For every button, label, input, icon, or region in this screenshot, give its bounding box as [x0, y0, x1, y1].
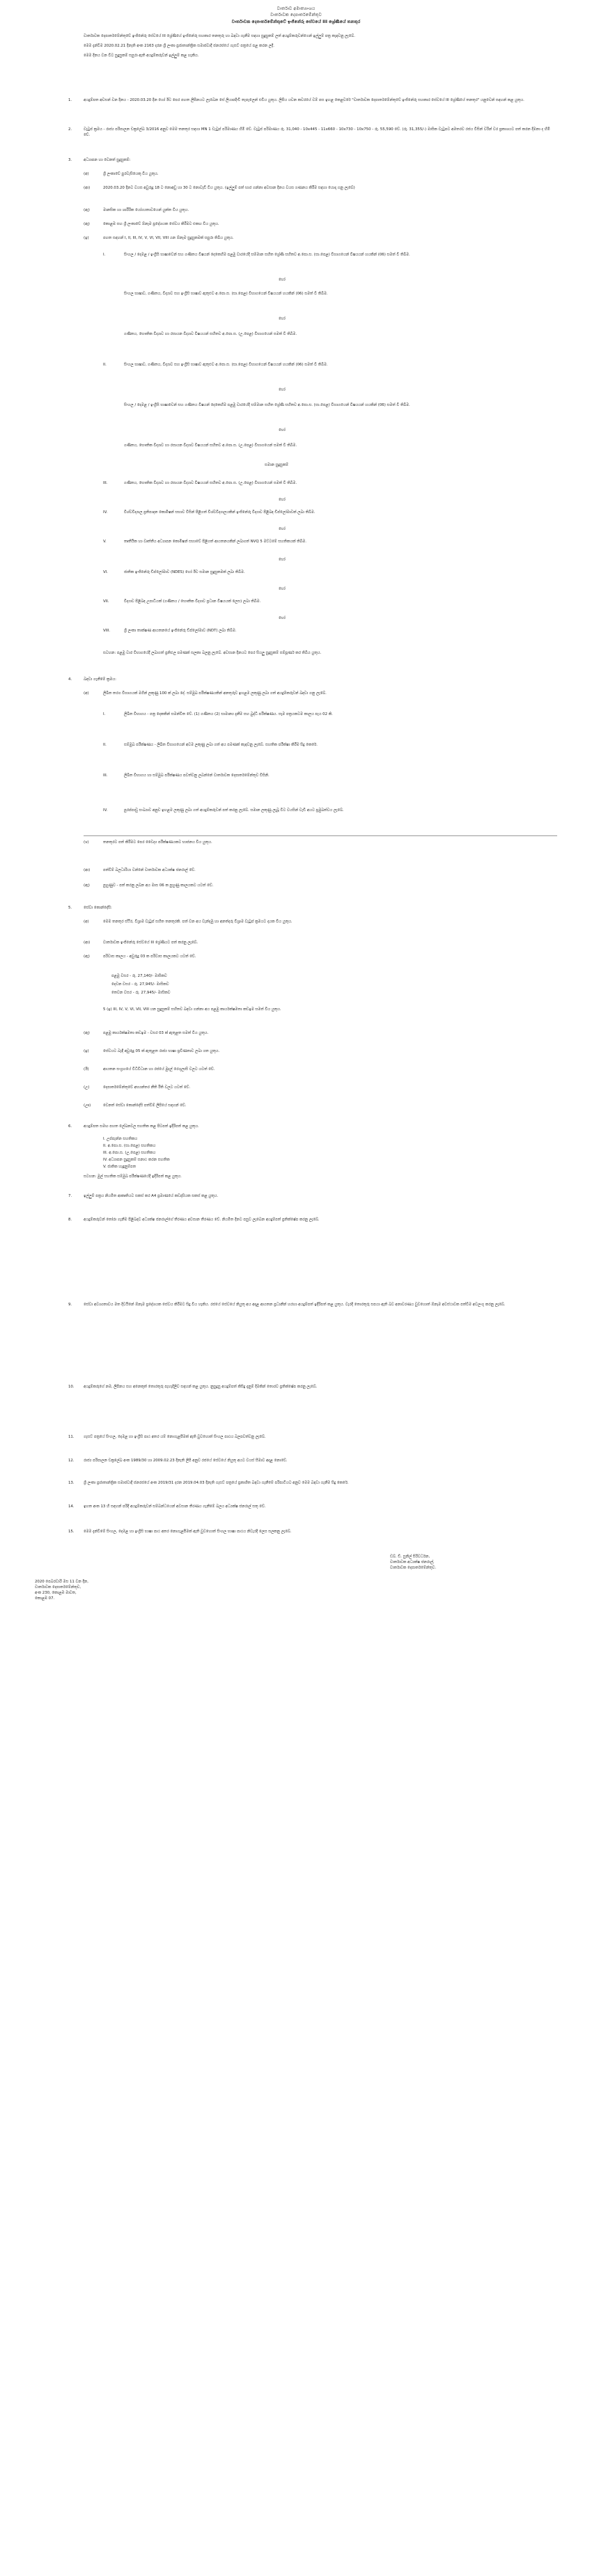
item-key: (ඉ) [84, 236, 89, 240]
doc-item: II. අ.පො.ස. (සා.පෙළ) සහතිකය [103, 1144, 156, 1148]
also-label: සමාන සුදුසුකම් [265, 463, 289, 467]
doc-item: I. උප්පැන්න සහතිකය [103, 1137, 138, 1141]
doc-item: III. අ.පො.ස. (උ.පෙළ) සහතිකය [103, 1151, 156, 1155]
section-number: 8. [68, 1218, 72, 1222]
item-text: කොළඹ සහ ශ්‍රී ලංකාවේ ඕනෑම ප්‍රදේශයක සේවය කිරීමට එකඟ විය යුතුය. [103, 222, 219, 226]
section-1-text: අයදුම්පත අවසන් වන දිනය - 2020.03.20 දින හෝ ඊට පෙර පහත ලිපිනයට ලැබෙන සේ ලියාපදිංචි තැපෑලෙන් එවිය යුතුය. ලිපිය යවන කවරයේ වම් පස ඉහළ කෙළවරේ "වාර්තාවක දෙපාර්තමේන්තුවේ ඉංජිනේරු සහකාර සේවයේ III ශ්‍රේණියේ තනතුර" යනුවෙන් සඳහන් කළ යුතුය. [84, 98, 524, 102]
section-6-note: සටහන: මුල් සහතික සම්මුඛ පරීක්ෂණයේදී ඉදිරිපත් කළ යුතුය. [84, 1175, 182, 1179]
item-key: (අ) [84, 172, 89, 176]
intro-para: මෙම දිනය වන විට සුදුසුකම් සපුරා ඇති අයදුම්කරුවන් ඉල්ලුම් කළ හැකිය. [84, 54, 199, 58]
section-number: 3. [68, 158, 72, 162]
roman-text: ශ්‍රී ලංකා තාක්ෂණ ආයතනයේ ඉංජිනේරු ඩිප්ලෝමාව (NDT) ලබා තිබීම. [124, 629, 237, 633]
roman-key: IV. [103, 808, 108, 812]
footer-line: වාර්තාවක දෙපාර්තමේන්තුව, [35, 1585, 81, 1590]
section-number: 12. [68, 1459, 75, 1463]
section-2-text: වැටුප් ක්‍රමය - රාජ්‍ය පරිපාලන චක්‍රලේඛ 3/2016 අනුව මෙම තනතුර සඳහා MN 1 වැටුප් පරිමාණය හිමි වේ. වැටුප් පරිමාණය රු. 31,040 - 10x445 - 11x660 - 10x730 - 10x750 - රු. 55,590 වේ. (රු. 31,355/-) මාසික වැටුපට අමතරව රජය විසින් වරින් වර ප්‍රකාශයට පත් කරන දීමනා ද හිමි වේ. [84, 127, 550, 138]
section-4-title: බඳවා ගැනීමේ ක්‍රමය: [84, 677, 116, 682]
roman-text: සිංහල භාෂාව, ගණිතය, විද්‍යාව සහ ඉංග්‍රීසි භාෂාව ඇතුළුව අ.පො.ස. (සා.පෙළ) විභාගයෙන් විෂයයන් හයකින් (06) සමත් වී තිබීම. [124, 292, 328, 296]
item-key: (ආ) [84, 868, 91, 872]
or-word: හෝ [279, 527, 286, 531]
department-title: වාර්තාවක දෙපාර්තමේන්තුව [270, 13, 322, 18]
roman-text: සිංහල / දෙමළ / ඉංග්‍රීසි භාෂාවෙන් සහ ගණිතය විෂයන් දෙකෙහිම පළමු වාරයේදී සම්මාන සහිත ශ්‍රේණි සහිතව අ.පො.ස. (සා.පෙළ) විභාගයෙන් විෂයයන් හයකින් (06) සමත් වී තිබීම. [124, 253, 410, 257]
signatory-role: වාර්තාවක අධ්‍යක්ෂ ජනරාල්, [390, 1560, 435, 1565]
section-9-text: සේවා අවශ්‍යතාවය මත දිවයිනේ ඕනෑම ප්‍රදේශයක සේවය කිරීමට සිදු විය හැකිය. රජයේ සේවයේ නියුතු අය අදාළ ආයතන ප්‍රධානීන් හරහා අයදුම්පත් ඉදිරිපත් කළ යුතුය. වැරදි තොරතුරු සපයා ඇති බව අනාවරණය වුවහොත් ඕනෑම අවස්ථාවක පත්වීම අවලංගු කරනු ලැබේ. [84, 1303, 506, 1307]
section-number: 1. [68, 98, 72, 102]
item-text: පරිවාස කාලය - අවුරුදු 03 ක පරිවාස කාලයකට යටත් වේ. [103, 955, 196, 959]
section-number: 2. [68, 127, 72, 132]
footer-line: අංක 230, කොළඹ මාවත, [35, 1591, 77, 1596]
roman-key: II. [103, 743, 107, 747]
doc-item: V. ජාතික හැඳුනුම්පත [103, 1165, 137, 1169]
ministry-title: වාර්තාව අමාත්‍යාංශය [276, 6, 316, 11]
section-8-text: අයදුම්කරුවන් තෝරා ගැනීම පිළිබඳව අධ්‍යක්ෂ ජනරාල්ගේ තීරණය අවසාන තීරණය වේ. නියමිත දිනට පසුව ලැබෙන අයදුම්පත් ප්‍රතික්ෂේප කරනු ලැබේ. [84, 1218, 320, 1222]
roman-key: VII. [103, 599, 109, 604]
doc-item: IV. අධ්‍යාපන සුදුසුකම් සනාථ කරන සහතික [103, 1158, 170, 1162]
item-text: මෙම තනතුර ස්ථිර, විශ්‍රාම වැටුප් සහිත තනතුරකි. පත් වන අය වැන්දඹු හා අනත්දරු විශ්‍රාම වැටුප් ක්‍රමයට දායක විය යුතුය. [103, 920, 293, 924]
section-number: 11. [68, 1435, 75, 1439]
footer-address [35, 1579, 88, 1601]
roman-text: සිංහල භාෂාව, ගණිතය, විද්‍යාව සහ ඉංග්‍රීසි භාෂාව ඇතුළුව අ.පො.ස. (සා.පෙළ) විභාගයෙන් විෂයයන් හයකින් (06) සමත් වී තිබීම. [124, 363, 328, 367]
footer-line: 2020 පෙබරවාරි මස 11 වන දින, [35, 1580, 88, 1584]
section-number: 9. [68, 1303, 72, 1307]
item-key: (ඈ) [84, 222, 90, 226]
roman-text: සිංහල / දෙමළ / ඉංග්‍රීසි භාෂාවෙන් සහ ගණිතය විෂයන් දෙකෙහිම පළමු වාරයේදී සම්මාන සහිත ශ්‍රේණි සහිතව අ.පො.ස. (සා.පෙළ) විභාගයෙන් විෂයයන් හයකින් (06) සමත් වී තිබීම. [124, 403, 410, 407]
section-7-text: ඉල්ලුම් පත්‍රය නියමිත ආකෘතියට සකස් කර A4 ප්‍රමාණයේ කඩදාසියක සකස් කළ යුතුය. [84, 1194, 219, 1198]
item-key: (ආ) [84, 186, 91, 190]
salary-line: පළමු වසර - රු. 27,140/- මාසිකව [111, 974, 167, 978]
item-text: 2020.03.20 දිනට වයස අවුරුදු 18 ට නොඅඩු හා 30 ට නොවැඩි විය යුතුය. (ඉල්ලුම් පත් භාර ගන්නා අවසාන දිනය වයස ගණනය කිරීම සඳහා යොදා ගනු ලැබේ) [103, 186, 355, 190]
roman-text: ලිඛිත විභාගය හා සම්මුඛ පරීක්ෂණය පවත්වනු ලබන්නේ වාර්තාවක දෙපාර්තමේන්තුව විසිනි. [124, 773, 270, 778]
item-key: (ඇ) [84, 208, 90, 212]
or-word: හෝ [279, 278, 286, 282]
roman-text: තෘතීයික හා වෘත්තීය අධ්‍යාපන කොමිෂන් සභාවේ පිළිගත් ආයතනයකින් ලබාගත් NVQ 5 මට්ටමේ සහතිකයක් තිබීම. [124, 540, 307, 544]
section-number: 15. [68, 1530, 75, 1534]
section-12-text: රාජ්‍ය පරිපාලන චක්‍රලේඛ අංක 1989/30 හා 2009.02.23 දිනැති ලිපි අනුව රජයේ සේවයේ නියුතු අයට වයස් සීමාව අදාළ නොවේ. [84, 1459, 288, 1463]
header [0, 6, 592, 25]
roman-text: විද්‍යාව පිළිබඳ උපාධියක් (ගණිතය / භෞතික විද්‍යාව ප්‍රධාන විෂයයක් ලෙස) ලබා තිබීම. [124, 599, 261, 604]
roman-text: සම්මුඛ පරීක්ෂණය - ලිඛිත විභාගයෙන් අවම ලකුණු ලබා ගත් අය පමණක් කැඳවනු ලැබේ. සහතික පරීක්ෂා කිරීම සිදු කෙරේ. [124, 743, 318, 747]
section-number: 14. [68, 1505, 75, 1509]
item-text: සේවයට බැඳී අවුරුදු 05 ක් ඇතුළත රාජ්‍ය භාෂා ප්‍රවීණතාව ලබා ගත යුතුය. [103, 1049, 220, 1053]
item-text: ශ්‍රී ලංකාවේ පුරවැසියෙකු විය යුතුය. [103, 172, 159, 176]
or-word: හෝ [279, 587, 286, 591]
roman-text: ලිඛිත විභාගය - පත්‍ර දෙකකින් සමන්විත වේ. (1) ගණිතය (2) සාමාන්‍ය දැනීම සහ බුද්ධි පරීක්ෂණය. සෑම පත්‍රයකටම කාලය පැය 02 කි. [124, 712, 333, 716]
roman-key: III. [103, 481, 108, 485]
item-key: (ඉ) [84, 1049, 89, 1053]
item-key: (උ) [84, 1085, 90, 1090]
section-10-text: අයදුම්කරුගේ නම, ලිපිනය සහ අනෙකුත් තොරතුරු පැහැදිලිව සඳහන් කළ යුතුය. නුසුදුසු අයදුම්පත් කිසිදු දැනුම් දීමකින් තොරව ප්‍රතික්ෂේප කරනු ලැබේ. [84, 1385, 318, 1389]
section-11-text: ගැසට් පත්‍රයේ සිංහල, දෙමළ හා ඉංග්‍රීසි පාඨ අතර යම් නොගැළපීමක් ඇති වුවහොත් සිංහල පාඨය බලපවත්වනු ලැබේ. [84, 1435, 266, 1439]
intro [84, 33, 557, 58]
salary-line: දෙවන වසර - රු. 27,945/- මාසිකව [111, 982, 169, 987]
item-key: (අ) [84, 691, 89, 696]
roman-text: ගණිතය, භෞතික විද්‍යාව හා රසායන විද්‍යාව විෂයයන් සහිතව අ.පො.ස. (උ.පෙළ) විභාගයෙන් සමත් වී තිබීම. [124, 332, 297, 336]
roman-text: පුරප්පාඩු සංඛ්‍යාව අනුව ඉහළම ලකුණු ලබා ගත් අයදුම්කරුවන් පත් කරනු ලැබේ. සමාන ලකුණු ලැබූ විට වයසින් වැඩි අයට ප්‍රමුඛත්වය ලැබේ. [124, 808, 344, 812]
roman-key: I. [103, 253, 106, 257]
roman-text: විශ්වවිද්‍යාල ප්‍රතිපාදන කොමිෂන් සභාව විසින් පිළිගත් විශ්වවිද්‍යාලයකින් ඉංජිනේරු විද්‍යාව පිළිබඳ ඩිප්ලෝමාවක් ලබා තිබීම. [124, 510, 316, 515]
item-text: පහත සඳහන් I, II, III, IV, V, VI, VII, VIII යන ඕනෑම සුදුසුකමක් සපුරා තිබිය යුතුය. [103, 236, 234, 240]
item-text: පළමු කාර්යක්ෂමතා කඩඉම - වසර 03 ක් ඇතුළත සමත් විය යුතුය. [103, 1031, 209, 1035]
roman-key: V. [103, 540, 107, 544]
roman-key: VIII. [103, 629, 111, 633]
item-key: (ඌ) [84, 1104, 91, 1108]
section-number: 5. [68, 906, 72, 910]
section-number: 4. [68, 677, 72, 682]
or-word: හෝ [279, 428, 286, 432]
item-text: දෙපාර්තමේන්තුවේ අභ්‍යන්තර නීති රීති වලට යටත් වේ. [103, 1085, 191, 1090]
section-3-note: සටහන: පළමු වාර විභාගයේදී ලබාගත් ප්‍රතිඵල පමණක් සලකා බලනු ලැබේ. අවසාන දිනයට පෙර සියලු සුදුසුකම් සම්පූර්ණ කර තිබිය යුතුය. [103, 651, 322, 655]
roman-text: ගණිතය, භෞතික විද්‍යාව හා රසායන විද්‍යාව විෂයයන් සහිතව අ.පො.ස. (උ.පෙළ) විභාගයෙන් සමත් වී තිබීම. [124, 481, 297, 485]
or-word: හෝ [279, 317, 286, 321]
item-key: (ආ) [84, 941, 91, 945]
roman-key: I. [103, 712, 106, 716]
signatory-dept: වාර්තාවක දෙපාර්තමේන්තුව. [390, 1566, 437, 1571]
or-word: හෝ [279, 388, 286, 392]
section-number: 13. [68, 1481, 75, 1485]
item-text: ලිඛිත තරග විභාගයක් මගින් ලකුණු 100 ක් ලබා දේ. සම්මුඛ පරීක්ෂණයකින් අනතුරුව ඉහළම ලකුණු ලබා ගත් අයදුම්කරුවන් බඳවා ගනු ලැබේ. [103, 691, 327, 696]
section-number: 7. [68, 1194, 72, 1198]
footer-line: කොළඹ 07. [35, 1596, 55, 1601]
section-14-text: ඉහත අංක 13 හි සඳහන් පරිදි අයදුම්කරුවන් සම්බන්ධයෙන් අවසාන තීරණය ගැනීමේ බලය අධ්‍යක්ෂ ජනරාල් සතු වේ. [84, 1505, 266, 1509]
item-text: මානසික හා ශාරීරික යෝග්‍යතාවයෙන් යුක්ත විය යුතුය. [103, 208, 189, 212]
roman-key: II. [103, 363, 107, 367]
item-key: (ඊ) [84, 1067, 89, 1071]
item-text: පත්වීම් බලධාරියා වන්නේ වාර්තාවක අධ්‍යක්ෂ ජනරාල් වේ. [103, 868, 196, 872]
section-5-para: 5 (ඉ) III, IV, V, VI, VII, VIII යන සුදුසුකම් සහිතව බඳවා ගන්නා අය පළමු කාර්යක්ෂමතා කඩඉම සමත් විය යුතුය. [103, 1007, 281, 1012]
roman-key: III. [103, 773, 108, 778]
post-title: වාර්තාවක දෙපාර්තමේන්තුවේ ඉංජිනේරු සේවයේ III ශ්‍රේණියේ තනතුර [231, 19, 361, 24]
signatory-name: ඩබ්. ඩී. සුනිල් සිරිවර්ධන, [390, 1555, 430, 1559]
section-number: 10. [68, 1385, 75, 1389]
item-text: වාර්තාවක ඉංජිනේරු සේවයේ III ශ්‍රේණියට පත් කරනු ලැබේ. [103, 941, 198, 945]
item-key: (v) [84, 840, 89, 845]
intro-para: මෙම දැන්වීම 2020.02.21 දිනැති අංක 2163 දරන ශ්‍රී ලංකා ප්‍රජාතාන්ත්‍රික සමාජවාදී ජනරජයේ ගැසට් පත්‍රයේ පළ කරන ලදී. [84, 44, 274, 49]
section-5-title: සේවා කොන්දේසි: [84, 906, 112, 910]
item-text: තනතුරට පත් කිරීමට පෙර වෛද්‍ය පරීක්ෂණයකට භාජනය විය යුතුය. [103, 840, 212, 845]
item-text: වෙනත් සේවා කොන්දේසි පත්වීම් ලිපියේ සඳහන් වේ. [103, 1104, 187, 1108]
or-word: හෝ [279, 616, 286, 620]
roman-key: IV. [103, 510, 108, 515]
item-key: (අ) [84, 920, 89, 924]
section-number: 6. [68, 1124, 72, 1129]
divider [84, 835, 557, 836]
section-15-text: මෙම දැන්වීමේ සිංහල, දෙමළ හා ඉංග්‍රීසි භාෂා පාඨ අතර නොගැළපීමක් ඇති වුවහොත් සිංහල භාෂා පාඨය නිවැරදි ලෙස සලකනු ලැබේ. [84, 1530, 292, 1534]
salary-line: තෙවන වසර - රු. 27,945/- මාසිකව [111, 991, 171, 995]
item-key: (ඇ) [84, 955, 90, 959]
signature-block [390, 1554, 436, 1571]
or-word: හෝ [279, 558, 286, 562]
item-text: පුහුණුව - පත් කරනු ලබන අය මාස 06 ක පුහුණු කාලයකට යටත් වේ. [103, 883, 214, 888]
intro-para: වාර්තාවක දෙපාර්තමේන්තුවේ ඉංජිනේරු සේවයේ III ශ්‍රේණියේ ඉංජිනේරු සහකාර තනතුරු හා බඳවා ගැනීම සඳහා සුදුසුකම් ලත් අයදුම්කරුවන්ගෙන් ඉල්ලුම් පත්‍ර කැඳවනු ලැබේ. [84, 34, 355, 38]
item-key: (ඇ) [84, 883, 90, 888]
item-key: (ඈ) [84, 1031, 90, 1035]
roman-text: ජාතික ඉංජිනේරු ඩිප්ලෝමාව (NDES) හෝ ඊට සමාන සුදුසුකමක් ලබා තිබීම. [124, 570, 245, 574]
or-word: හෝ [279, 498, 286, 502]
item-text: ආයතන සංග්‍රහයේ විධිවිධාන හා රජයේ මුදල් රෙගුලාසි වලට යටත් වේ. [103, 1067, 215, 1071]
section-13-text: ශ්‍රී ලංකා ප්‍රජාතාන්ත්‍රික සමාජවාදී ජනරජයේ අංක 2019/31 දරන 2019.04.03 දිනැති ගැසට් පත්‍රයේ ප්‍රකාශිත බඳවා ගැනීමේ පරිපාටියට අනුව මෙම බඳවා ගැනීම සිදු කෙරේ. [84, 1481, 349, 1485]
section-3-title: අධ්‍යාපන හා වෙනත් සුදුසුකම්: [84, 158, 131, 162]
roman-text: ගණිතය, භෞතික විද්‍යාව හා රසායන විද්‍යාව විෂයයන් සහිතව අ.පො.ස. (උ.පෙළ) විභාගයෙන් සමත් වී තිබීම. [124, 443, 297, 448]
roman-key: VI. [103, 570, 108, 574]
section-6-title: අයදුම්පත සමඟ පහත ලේඛනවල සහතික කළ පිටපත් ඉදිරිපත් කළ යුතුය. [84, 1124, 199, 1129]
